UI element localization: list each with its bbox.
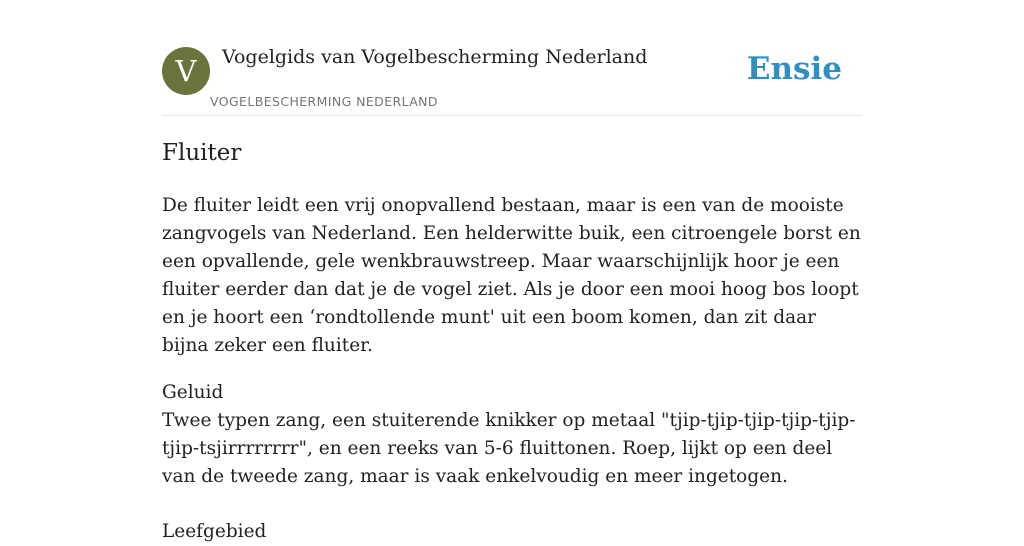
entry-title: Fluiter <box>162 140 242 166</box>
section-geluid <box>162 379 862 491</box>
ensie-logo[interactable]: Ensie <box>746 51 842 87</box>
source-title[interactable]: Vogelgids van Vogelbescherming Nederland <box>222 46 648 68</box>
entry-page <box>162 0 862 542</box>
source-subtitle[interactable]: VOGELBESCHERMING NEDERLAND <box>210 94 438 109</box>
source-avatar[interactable]: V <box>162 47 210 95</box>
entry-content <box>162 192 862 546</box>
section-heading: Geluid <box>162 382 224 403</box>
header-divider <box>162 115 862 116</box>
section-text: Twee typen zang, een stuiterende knikker op metaal "tjip-tjip-tjip-tjip-tjip-tjip-tsjirrrrrrrr", en een reeks van 5-6 fluittonen. Roep, lijkt op een deel van de tweede zang, maar is vaak enkelvoudig en meer ingetogen. <box>162 410 856 487</box>
entry-intro: De fluiter leidt een vrij onopvallend bestaan, maar is een van de mooiste zangvogels van Nederland. Een helderwitte buik, een citroengele borst en een opvallende, gele wenkbrauwstreep. Maar waarschijnlijk hoor je een fluiter eerder dan dat je de vogel ziet. Als je door een mooi hoog bos loopt en je hoort een ‘rondtollende munt' uit een boom komen, dan zit daar bijna zeker een fluiter. <box>162 195 861 356</box>
section-spacer <box>162 491 862 518</box>
section-heading: Leefgebied <box>162 521 267 542</box>
section-leefgebied <box>162 518 862 546</box>
